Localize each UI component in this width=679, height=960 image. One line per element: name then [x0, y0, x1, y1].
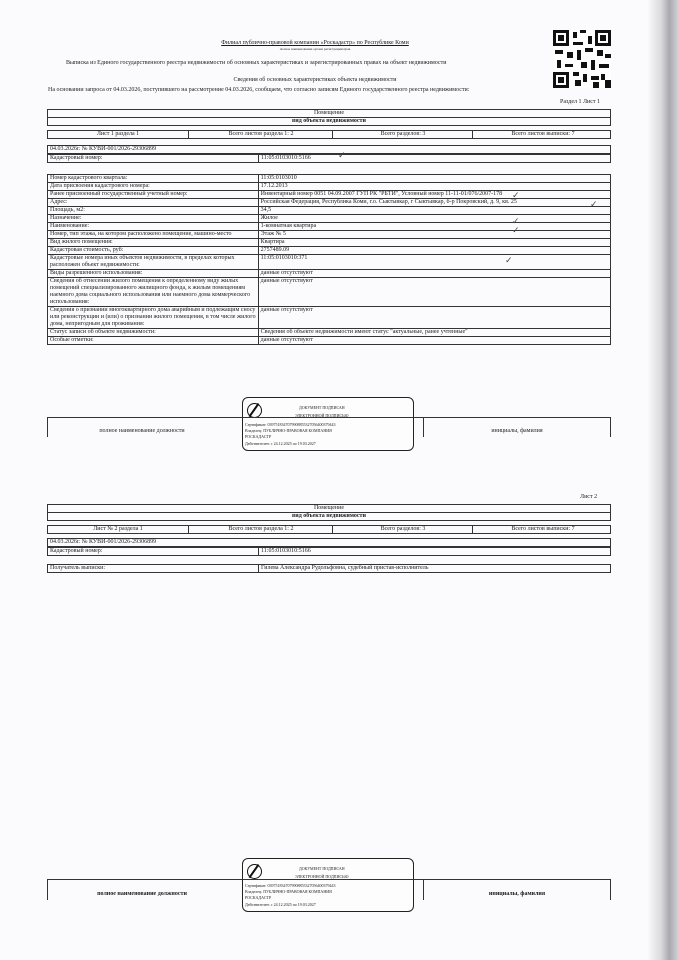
row-value: данные отсутствуют	[258, 278, 610, 307]
sheet1-counters	[47, 130, 611, 139]
table-row	[48, 329, 611, 337]
row-label: Особые отметки:	[48, 337, 259, 345]
cadastral-row	[47, 154, 611, 163]
table-row	[48, 207, 611, 215]
recipient-row	[47, 564, 611, 573]
sheet2-label: Лист 2	[580, 494, 598, 500]
total-sheets-section: Всего листов раздела 1: 2	[188, 131, 333, 138]
org-subtitle: полное наименование органа регистрации прав	[279, 47, 351, 51]
cadastral-label: Кадастровый номер:	[50, 155, 103, 161]
row-label: Номер кадастрового квартала:	[48, 175, 259, 183]
stamp-owner2: РОСКАДАСТР	[245, 895, 272, 900]
doc-number-row	[47, 145, 611, 154]
table-row	[48, 231, 611, 239]
cadastral-value: 11:05:0103010:5166	[258, 548, 613, 555]
doc-number: 04.03.2026г. № КУВИ-001/2026-29306899	[50, 539, 157, 545]
sheet-number: Лист № 2 раздела 1	[93, 526, 143, 532]
doc-number-row	[47, 538, 611, 547]
table-row	[48, 255, 611, 270]
object-type: Помещение	[47, 504, 611, 513]
row-label: Сведения о признании многоквартирного дома аварийным и подлежащим сносу или реконструкции и (или) о признании жилого помещения, в том числе жилого дома, непригодным для проживания:	[48, 307, 259, 329]
row-value: данные отсутствуют	[258, 270, 610, 278]
table-row	[48, 278, 611, 307]
stamp-title: ДОКУМЕНТ ПОДПИСАН	[299, 866, 345, 871]
table-row	[48, 183, 611, 191]
stamp-valid: Действителен: с 24.12.2025 по 19.03.2027	[245, 902, 316, 907]
row-label: Кадастровые номера иных объектов недвижимости, в пределах которых расположен объект недвижимости:	[48, 255, 259, 270]
row-value: Сведения об объекте недвижимости имеют статус "актуальные, ранее учтенные"	[258, 329, 610, 337]
row-label: Адрес:	[48, 199, 259, 207]
row-label: Дата присвоения кадастрового номера:	[48, 183, 259, 191]
stamp-certificate: Сертификат: 0397518347079908855327056400379443	[245, 422, 336, 427]
org-name: Филиал публично-правовой компании «Роскадастр» по Республике Коми	[221, 40, 409, 46]
row-label: Статус записи об объекте недвижимости:	[48, 329, 259, 337]
row-value: 1-комнатная квартира	[258, 223, 610, 231]
total-sections: Всего разделов: 3	[332, 131, 473, 138]
emblem-icon	[247, 403, 262, 418]
extract-title: Выписка из Единого государственного реестра недвижимости об основных характеристиках и зарегистрированных правах на объект недвижимости	[66, 60, 447, 66]
row-label: Сведения об отнесении жилого помещения к определенному виду жилых помещений специализированного жилищного фонда, к жилым помещениям наемного дома социального использования или наемного дома коммерческого использования:	[48, 278, 259, 307]
check-mark: ✓	[512, 225, 520, 235]
table-row	[48, 223, 611, 231]
sign-position-label: полное наименование должности	[97, 891, 187, 897]
row-value: 11:05:0103010:371	[258, 255, 610, 270]
stamp-valid: Действителен: с 24.12.2025 по 19.03.2027	[245, 441, 316, 446]
object-type: Помещение	[47, 109, 611, 118]
signature-row	[47, 417, 611, 437]
divider	[423, 879, 424, 900]
divider	[423, 417, 424, 437]
table-row	[48, 337, 611, 345]
check-mark: ✓	[590, 199, 598, 209]
object-type-caption: вид объекта недвижимости	[47, 512, 611, 521]
row-label: Назначение:	[48, 215, 259, 223]
stamp-owner: Владелец: ПУБЛИЧНО-ПРАВОВАЯ КОМПАНИЯ	[245, 428, 332, 433]
row-value: 34,5	[258, 207, 610, 215]
row-value: Жилое	[258, 215, 610, 223]
sign-name-label: инициалы, фамилия	[491, 428, 543, 434]
row-value: 11:05:0103010	[258, 175, 610, 183]
total-sheets-extract: Всего листов выписки: 7	[472, 131, 613, 138]
sign-position-label: полное наименование должности	[99, 428, 185, 434]
row-value: 2757489.09	[258, 247, 610, 255]
sheet2-counters	[47, 525, 611, 534]
row-label: Площадь, м2:	[48, 207, 259, 215]
stamp-certificate: Сертификат: 0397518347079908855327056400379443	[245, 883, 336, 888]
row-value: данные отсутствуют	[258, 307, 610, 329]
info-title: Сведения об основных характеристиках объекта недвижимости	[233, 77, 397, 83]
stamp-owner2: РОСКАДАСТР	[245, 434, 272, 439]
table-row	[48, 175, 611, 183]
scan-shadow-edge	[647, 0, 679, 960]
row-value: Инвентарный номер 0051 04.09.2007 ГУП РК "РБТИ", Условный номер 11-11-01/076/2007-178	[258, 191, 610, 199]
cadastral-row	[47, 547, 611, 556]
total-sections: Всего разделов: 3	[332, 526, 473, 533]
row-label: Номер, тип этажа, на котором расположено помещение, машино-место	[48, 231, 259, 239]
stamp-owner: Владелец: ПУБЛИЧНО-ПРАВОВАЯ КОМПАНИЯ	[245, 889, 332, 894]
check-mark: ✓	[338, 150, 346, 160]
table-row	[48, 199, 611, 207]
cadastral-label: Кадастровый номер:	[50, 548, 103, 554]
recipient-label: Получатель выписки:	[50, 565, 106, 571]
check-mark: ✓	[512, 190, 520, 200]
emblem-icon	[247, 864, 262, 879]
stamp-subtitle: ЭЛЕКТРОННОЙ ПОДПИСЬЮ	[295, 874, 349, 879]
row-value: данные отсутствуют	[258, 337, 610, 345]
table-row	[48, 239, 611, 247]
row-label: Ранее присвоенный государственный учетный номер:	[48, 191, 259, 199]
section-sheet: Раздел 1 Лист 1	[560, 99, 601, 105]
row-value: Квартира	[258, 239, 610, 247]
stamp-subtitle: ЭЛЕКТРОННОЙ ПОДПИСЬЮ	[295, 413, 349, 418]
sheet-number: Лист 1 раздела 1	[96, 131, 140, 137]
table-row	[48, 247, 611, 255]
cadastral-value: 11:05:0103010:5166	[258, 155, 613, 162]
check-mark: ✓	[505, 255, 513, 265]
row-label: Вид жилого помещения:	[48, 239, 259, 247]
table-row	[48, 215, 611, 223]
row-label: Наименование:	[48, 223, 259, 231]
check-mark: ✓	[512, 216, 520, 226]
row-value: 17.12.2013	[258, 183, 610, 191]
recipient-value: Гилева Александра Рудольфовна, судебный пристав-исполнитель	[258, 565, 613, 572]
total-sheets-extract: Всего листов выписки: 7	[472, 526, 613, 533]
request-text: На основании запроса от 04.03.2026, поступившего на рассмотрение 04.03.2026, сообщаем, что согласно записям Единого государственного реестра недвижимости:	[48, 87, 470, 93]
object-type-caption: вид объекта недвижимости	[47, 117, 611, 126]
characteristics-table	[47, 174, 611, 345]
row-label: Виды разрешенного использования:	[48, 270, 259, 278]
stamp-title: ДОКУМЕНТ ПОДПИСАН	[299, 405, 345, 410]
table-row	[48, 191, 611, 199]
table-row	[48, 307, 611, 329]
sign-name-label: инициалы, фамилия	[488, 891, 546, 897]
row-value: Российская Федерация, Республика Коми, г.о. Сыктывкар, г Сыктывкар, б-р Покровский, д. 9, кв. 25	[258, 199, 610, 207]
qr-code	[553, 30, 611, 88]
table-row	[48, 270, 611, 278]
doc-number: 04.03.2026г. № КУВИ-001/2026-29306899	[50, 146, 157, 152]
row-label: Кадастровая стоимость, руб:	[48, 247, 259, 255]
total-sheets-section: Всего листов раздела 1: 2	[188, 526, 333, 533]
row-value: Этаж № 5	[258, 231, 610, 239]
